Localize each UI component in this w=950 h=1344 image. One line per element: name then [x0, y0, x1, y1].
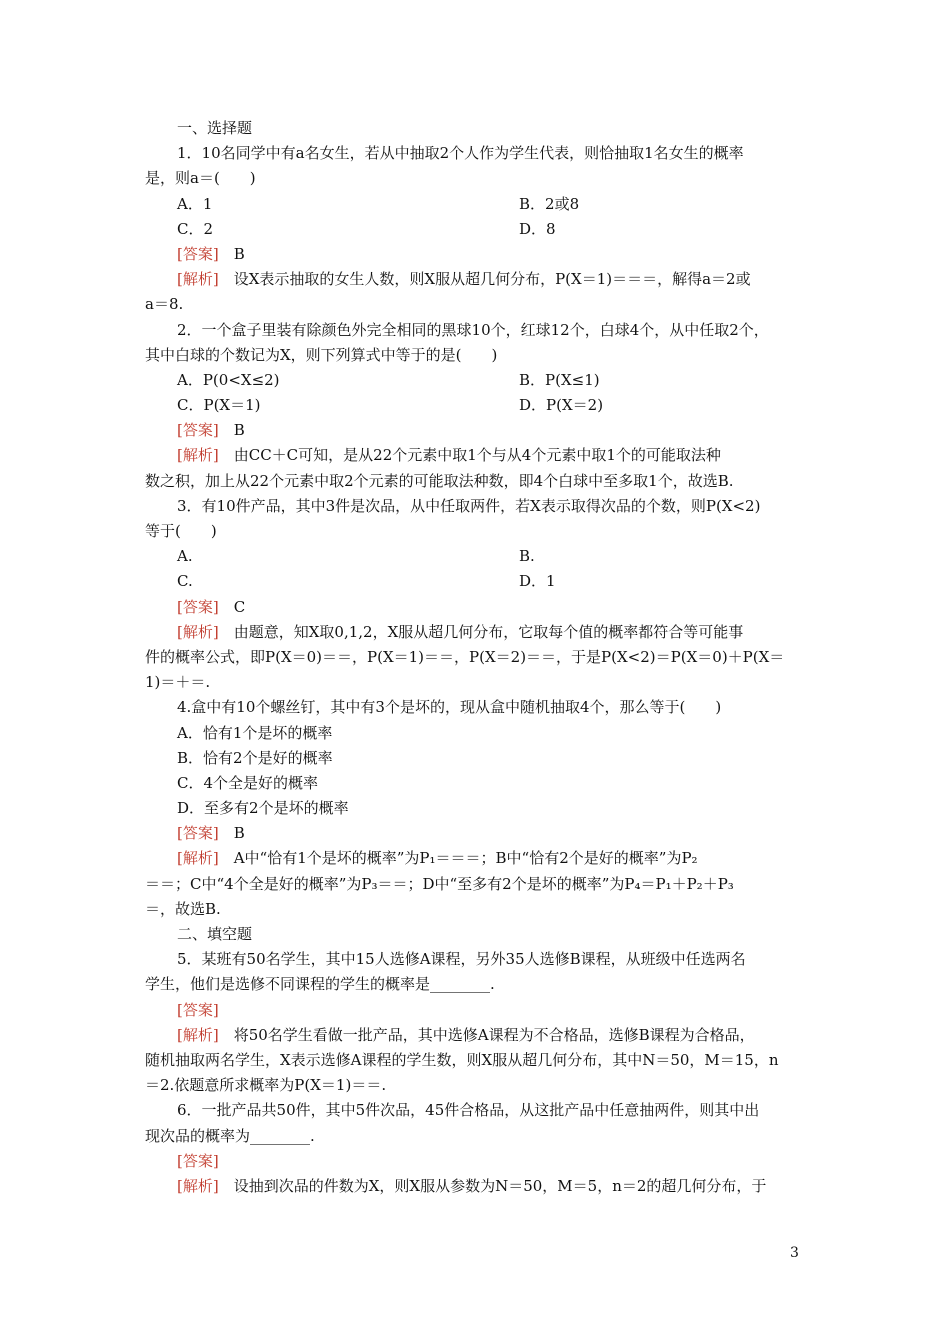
answer-line — [145, 1149, 805, 1174]
explanation-tag: [解析] — [177, 622, 219, 641]
option-right: B. — [519, 547, 535, 566]
text-line: a＝8. — [145, 295, 184, 314]
answer-line — [145, 821, 805, 846]
explanation-line — [145, 1174, 805, 1199]
explanation-tag: [解析] — [177, 1025, 219, 1044]
text-line: D．至多有2个是坏的概率 — [177, 799, 349, 818]
explanation-tag: [解析] — [177, 270, 219, 289]
text-line: 3．有10件产品，其中3件是次品，从中任取两件，若X表示取得次品的个数，则P(X<2) — [177, 496, 761, 515]
explanation-tag: [解析] — [177, 446, 219, 465]
option-row — [145, 544, 805, 569]
text-line: 数之积，加上从22个元素中取2个元素的可能取法种数，即4个白球中至多取1个，故选B. — [145, 471, 734, 490]
line-text: 由CC＋C可知，是从22个元素中取1个与从4个元素中取1个的可能取法种 — [218, 446, 721, 465]
answer-tag: [答案] — [177, 421, 219, 440]
text-line: 6．一批产品共50件，其中5件次品，45件合格品，从这批产品中任意抽两件，则其中出 — [177, 1101, 760, 1120]
text-line: A．恰有1个是坏的概率 — [177, 723, 333, 742]
explanation-line — [145, 846, 805, 871]
explanation-line — [145, 620, 805, 645]
answer-line — [145, 418, 805, 443]
text-line: 等于( ) — [145, 522, 217, 540]
answer-tag: [答案] — [177, 1151, 219, 1170]
line-text: C — [218, 597, 246, 616]
line-text: 由题意，知X取0,1,2，X服从超几何分布，它取每个值的概率都符合等可能事 — [218, 622, 744, 641]
text-line: 5．某班有50名学生，其中15人选修A课程，另外35人选修B课程，从班级中任选两名 — [177, 950, 746, 969]
page-number: 3 — [790, 1245, 799, 1261]
line-text: 将50名学生看做一批产品，其中选修A课程为不合格品，选修B课程为合格品， — [218, 1025, 755, 1044]
text-line: ＝，故选B. — [145, 899, 221, 918]
text-line: 现次品的概率为________. — [145, 1126, 315, 1145]
line-text: B — [218, 421, 245, 440]
answer-tag: [答案] — [177, 244, 219, 263]
text-line: 件的概率公式，即P(X＝0)＝＝，P(X＝1)＝＝，P(X＝2)＝＝，于是P(X<2)＝P(X＝0)＋P(X＝ — [145, 647, 785, 666]
option-left: C．2 — [177, 219, 214, 238]
text-line: C．4个全是好的概率 — [177, 773, 319, 792]
line-text: B — [218, 244, 245, 263]
line-text: 设抽到次品的件数为X，则X服从参数为N＝50，M＝5，n＝2的超几何分布，于 — [218, 1176, 767, 1195]
text-line: 1)＝＋＝. — [145, 673, 211, 692]
explanation-line — [145, 267, 805, 292]
answer-line — [145, 998, 805, 1023]
answer-line — [145, 242, 805, 267]
option-left: C．P(X＝1) — [177, 396, 261, 415]
text-line: 学生，他们是选修不同课程的学生的概率是________. — [145, 975, 495, 994]
explanation-tag: [解析] — [177, 1176, 219, 1195]
explanation-tag: [解析] — [177, 849, 219, 868]
text-line: 随机抽取两名学生，X表示选修A课程的学生数，则X服从超几何分布，其中N＝50，M＝15，n — [145, 1050, 779, 1069]
text-line: 是，则a＝( ) — [145, 169, 256, 188]
text-line: 2．一个盒子里装有除颜色外完全相同的黑球10个，红球12个，白球4个，从中任取2个， — [177, 320, 769, 339]
option-row — [145, 368, 805, 393]
text-line: 二、填空题 — [177, 925, 253, 943]
explanation-line — [145, 1023, 805, 1048]
option-left: A．P(0<X≤2) — [177, 370, 280, 389]
page-content — [145, 116, 805, 1199]
option-row — [145, 569, 805, 594]
option-right: D．8 — [519, 219, 556, 238]
option-right: B．2或8 — [519, 194, 580, 213]
text-line: B．恰有2个是好的概率 — [177, 748, 333, 767]
option-left: A．1 — [177, 194, 213, 213]
option-row — [145, 393, 805, 418]
text-line: ＝2.依题意所求概率为P(X＝1)＝＝. — [145, 1076, 387, 1095]
line-text: B — [218, 824, 245, 843]
text-line: ＝＝；C中“4个全是好的概率”为P₃＝＝；D中“至多有2个是坏的概率”为P₄＝P₁＋P₂＋P₃ — [145, 874, 734, 893]
answer-tag: [答案] — [177, 597, 219, 616]
text-line: 4.盒中有10个螺丝钉，其中有3个是坏的，现从盒中随机抽取4个，那么等于( ) — [177, 698, 722, 717]
explanation-line — [145, 443, 805, 468]
option-left: C. — [177, 572, 193, 591]
option-left: A. — [177, 547, 193, 566]
line-text: A中“恰有1个是坏的概率”为P₁＝＝＝；B中“恰有2个是好的概率”为P₂ — [218, 849, 698, 868]
text-line: 1．10名同学中有a名女生，若从中抽取2个人作为学生代表，则恰抽取1名女生的概率 — [177, 144, 744, 163]
option-right: D．P(X＝2) — [519, 396, 604, 415]
answer-tag: [答案] — [177, 824, 219, 843]
answer-line — [145, 595, 805, 620]
option-right: B．P(X≤1) — [519, 370, 600, 389]
option-row — [145, 217, 805, 242]
option-right: D．1 — [519, 572, 556, 591]
answer-tag: [答案] — [177, 1000, 219, 1019]
text-line: 其中白球的个数记为X，则下列算式中等于的是( ) — [145, 345, 498, 364]
text-line: 一、选择题 — [177, 119, 253, 137]
option-row — [145, 192, 805, 217]
line-text: 设X表示抽取的女生人数，则X服从超几何分布，P(X＝1)＝＝＝，解得a＝2或 — [218, 270, 751, 289]
